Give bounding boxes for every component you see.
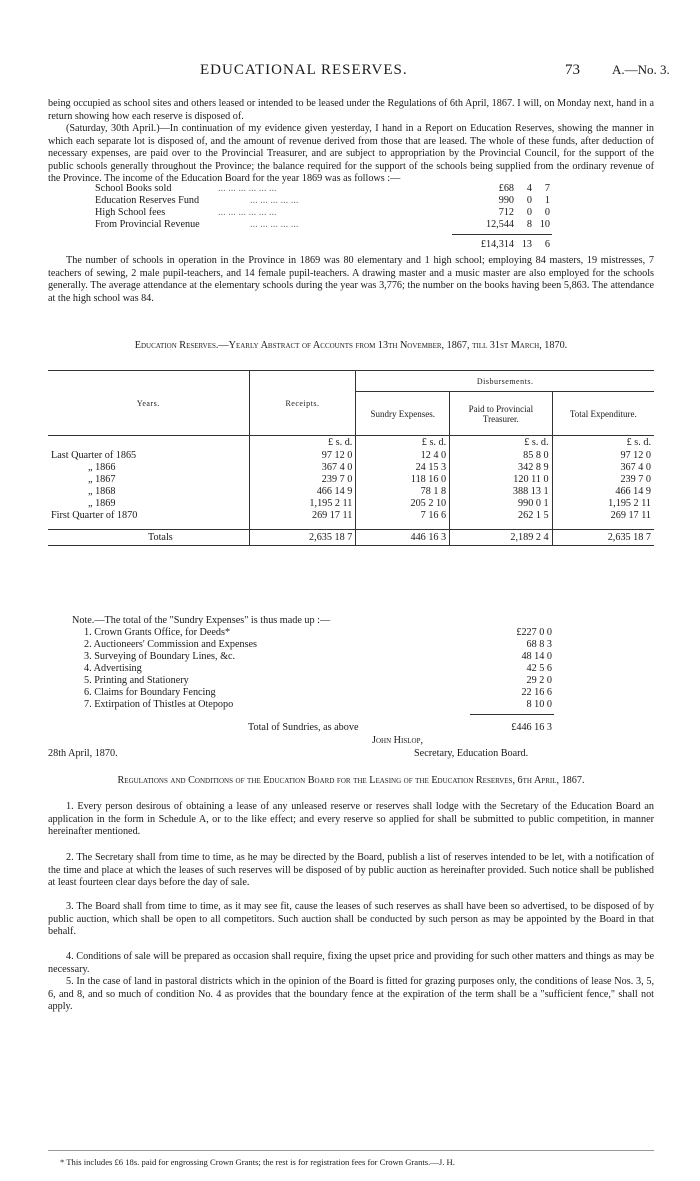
totals-row	[48, 530, 654, 546]
row-paid: 342 8 9	[450, 462, 552, 474]
unit-label: £ s. d.	[450, 436, 552, 450]
paragraph-2: (Saturday, 30th April.)—In continuation of my evidence given yesterday, I hand in a Report on Education Reserves, showing the manner in which each separate lot is disposed of, and the amount of revenue derived from those that are leased. The whole of these funds, after deduction of necessary expenses, are paid over to the Provincial Treasurer, and are subject to appropriation by the Provincial Council, for the support of the public schools generally throughout the Province; the balance required for the support of the schools being supplied from the ordinary revenue of the Province. The income of the Education Board for the year 1869 was as follows :—	[48, 123, 654, 184]
signatory-title: Secretary, Education Board.	[414, 748, 529, 759]
row-year: First Quarter of 1870	[51, 510, 138, 521]
totals-sundry: 446 16 3	[356, 530, 450, 546]
row-sundry: 205 2 10	[356, 498, 450, 510]
note-item: 5. Printing and Stationery	[84, 675, 189, 686]
regulations-title: Regulations and Conditions of the Education Board for the Leasing of the Education Reserves, 6th April, 1867.	[117, 775, 585, 786]
income-shillings: 0	[526, 207, 532, 218]
totals-paid: 2,189 2 4	[450, 530, 552, 546]
income-pounds: 712	[498, 207, 514, 218]
row-year: „ 1868	[88, 486, 116, 497]
row-receipts: 466 14 9	[249, 486, 356, 498]
income-shillings: 8	[526, 219, 532, 230]
leader-dots: ... ... ... ... ...	[250, 219, 299, 230]
table-row	[48, 510, 654, 522]
row-sundry: 12 4 0	[356, 450, 450, 462]
note-item: 3. Surveying of Boundary Lines, &c.	[84, 651, 236, 662]
note-amount: 29 2 0	[526, 675, 552, 686]
leader-dots: ... ... ... ... ...	[250, 195, 299, 206]
income-pounds: 990	[498, 195, 514, 206]
income-label: From Provincial Revenue	[95, 219, 200, 230]
table-row	[48, 462, 654, 474]
col-disbursements: Disbursements.	[356, 371, 654, 392]
paragraph-3: The number of schools in operation in the Province in 1869 was 80 elementary and 1 high school; employing 84 masters, 19 mistresses, 7 teachers of sewing, 2 male pupil-teachers, and 14 female pupil-teachers. A drawing master and a music master are also employed for the schools generally. The average attendance at the elementary schools during the year was 3,776; the number on the books having been 5,863. The attendance at the high school was 84.	[48, 255, 654, 304]
table-row	[48, 498, 654, 510]
row-receipts: 269 17 11	[249, 510, 356, 522]
row-receipts: 367 4 0	[249, 462, 356, 474]
note-item: 2. Auctioneers' Commission and Expenses	[84, 639, 258, 650]
income-total-pence: 6	[544, 239, 550, 250]
income-pounds: 12,544	[485, 219, 514, 230]
table-row	[48, 474, 654, 486]
row-total: 97 12 0	[552, 450, 654, 462]
row-year: Last Quarter of 1865	[51, 450, 137, 461]
col-receipts: Receipts.	[249, 371, 356, 436]
signature-date: 28th April, 1870.	[48, 748, 118, 759]
row-total: 269 17 11	[552, 510, 654, 522]
col-paid: Paid to Provincial Treasurer.	[450, 392, 552, 436]
row-paid: 990 0 1	[450, 498, 552, 510]
income-total-pounds: £14,314	[480, 239, 514, 250]
income-shillings: 0	[526, 195, 532, 206]
note-item: 7. Extirpation of Thistles at Otepopo	[84, 699, 234, 710]
row-year: „ 1866	[88, 462, 116, 473]
income-label: High School fees	[95, 207, 166, 218]
row-total: 239 7 0	[552, 474, 654, 486]
leader-dots: ... ... ... ... ... ...	[218, 183, 277, 194]
accounts-table	[48, 370, 654, 546]
regulation-4: 4. Conditions of sale will be prepared as occasion shall require, fixing the upset price and providing for such other matters and things as may be necessary.	[48, 951, 654, 975]
page-number: 73	[565, 62, 580, 78]
row-receipts: 1,195 2 11	[249, 498, 356, 510]
income-pence: 0	[544, 207, 550, 218]
note-total-label: Total of Sundries, as above	[248, 722, 359, 733]
row-sundry: 24 15 3	[356, 462, 450, 474]
income-pence: 7	[544, 183, 550, 194]
unit-label: £ s. d.	[249, 436, 356, 450]
unit-label: £ s. d.	[356, 436, 450, 450]
regulation-2: 2. The Secretary shall from time to time, as he may be directed by the Board, publish a list of reserves intended to be let, with a notification of the time and place at which the leases of such reserves will be disposed of by public auction as hereinafter provided. Such notice shall be published at least fourteen clear days before the day of sale.	[48, 852, 654, 888]
sum-rule	[452, 234, 552, 235]
row-total: 466 14 9	[552, 486, 654, 498]
signatory-name: John Hislop,	[372, 735, 424, 746]
income-pence: 10	[539, 219, 550, 230]
note-amount: 48 14 0	[521, 651, 552, 662]
note-amount: £227 0 0	[516, 627, 552, 638]
paragraph-1: being occupied as school sites and others leased or intended to be leased under the Regulations of 6th April, 1867. I will, on Monday next, hand in a return showing how each reserve is disposed of.	[48, 98, 654, 122]
note-total-amount: £446 16 3	[511, 722, 552, 733]
row-paid: 388 13 1	[450, 486, 552, 498]
row-sundry: 78 1 8	[356, 486, 450, 498]
income-total-shillings: 13	[521, 239, 532, 250]
unit-label: £ s. d.	[552, 436, 654, 450]
note-item: 4. Advertising	[84, 663, 142, 674]
note-amount: 68 8 3	[526, 639, 552, 650]
note-intro: Note.—The total of the "Sundry Expenses" is thus made up :—	[72, 615, 331, 626]
totals-total: 2,635 18 7	[552, 530, 654, 546]
table-row	[48, 486, 654, 498]
document-ref: A.—No. 3.	[612, 62, 670, 77]
row-year: „ 1869	[88, 498, 116, 509]
row-year: „ 1867	[88, 474, 116, 485]
note-item: 1. Crown Grants Office, for Deeds*	[84, 627, 231, 638]
row-total: 1,195 2 11	[552, 498, 654, 510]
regulation-1: 1. Every person desirous of obtaining a lease of any unleased reserve or reserves shall lodge with the Secretary of the Education Board an application in the form in Schedule A, or to the like effect; and every reserve so applied for shall be submitted to public competition, in manner hereinafter mentioned.	[48, 801, 654, 837]
running-title: EDUCATIONAL RESERVES.	[200, 62, 408, 78]
row-sundry: 118 16 0	[356, 474, 450, 486]
income-label: School Books sold	[95, 183, 172, 194]
note-amount: 8 10 0	[526, 699, 552, 710]
col-sundry: Sundry Expenses.	[356, 392, 450, 436]
sum-rule	[470, 714, 554, 715]
footnote: * This includes £6 18s. paid for engrossing Crown Grants; the rest is for registration fees for Crown Grants.—J. H.	[60, 1157, 455, 1167]
table-title: Education Reserves.—Yearly Abstract of Accounts from 13th November, 1867, till 31st March, 1870.	[134, 340, 568, 351]
note-amount: 22 16 6	[521, 687, 552, 698]
income-pence: 1	[544, 195, 550, 206]
row-paid: 85 8 0	[450, 450, 552, 462]
row-sundry: 7 16 6	[356, 510, 450, 522]
income-label: Education Reserves Fund	[95, 195, 200, 206]
page-header	[0, 62, 700, 82]
table-row	[48, 450, 654, 462]
income-pounds: £68	[498, 183, 514, 194]
income-shillings: 4	[526, 183, 532, 194]
row-receipts: 239 7 0	[249, 474, 356, 486]
row-receipts: 97 12 0	[249, 450, 356, 462]
regulation-5: 5. In the case of land in pastoral districts which in the opinion of the Board is fitted for grazing purposes only, the conditions of lease Nos. 3, 5, 6, and 8, and so much of condition No. 4 as provides that the boundary fence at the expiration of the term shall be a "sufficient fence," shall not apply.	[48, 976, 654, 1012]
footnote-rule	[48, 1150, 654, 1151]
col-total: Total Expenditure.	[552, 392, 654, 436]
row-paid: 120 11 0	[450, 474, 552, 486]
totals-label: Totals	[48, 530, 249, 546]
row-total: 367 4 0	[552, 462, 654, 474]
leader-dots: ... ... ... ... ... ...	[218, 207, 277, 218]
regulation-3: 3. The Board shall from time to time, as it may see fit, cause the leases of such reserves as shall have been so advertised, to be disposed of by public auction, which shall be open to all competitors. Such auction shall be conducted by such person as may be appointed by the Board in that behalf.	[48, 901, 654, 937]
totals-receipts: 2,635 18 7	[249, 530, 356, 546]
note-item: 6. Claims for Boundary Fencing	[84, 687, 216, 698]
note-amount: 42 5 6	[526, 663, 552, 674]
row-paid: 262 1 5	[450, 510, 552, 522]
col-years: Years.	[48, 371, 249, 436]
